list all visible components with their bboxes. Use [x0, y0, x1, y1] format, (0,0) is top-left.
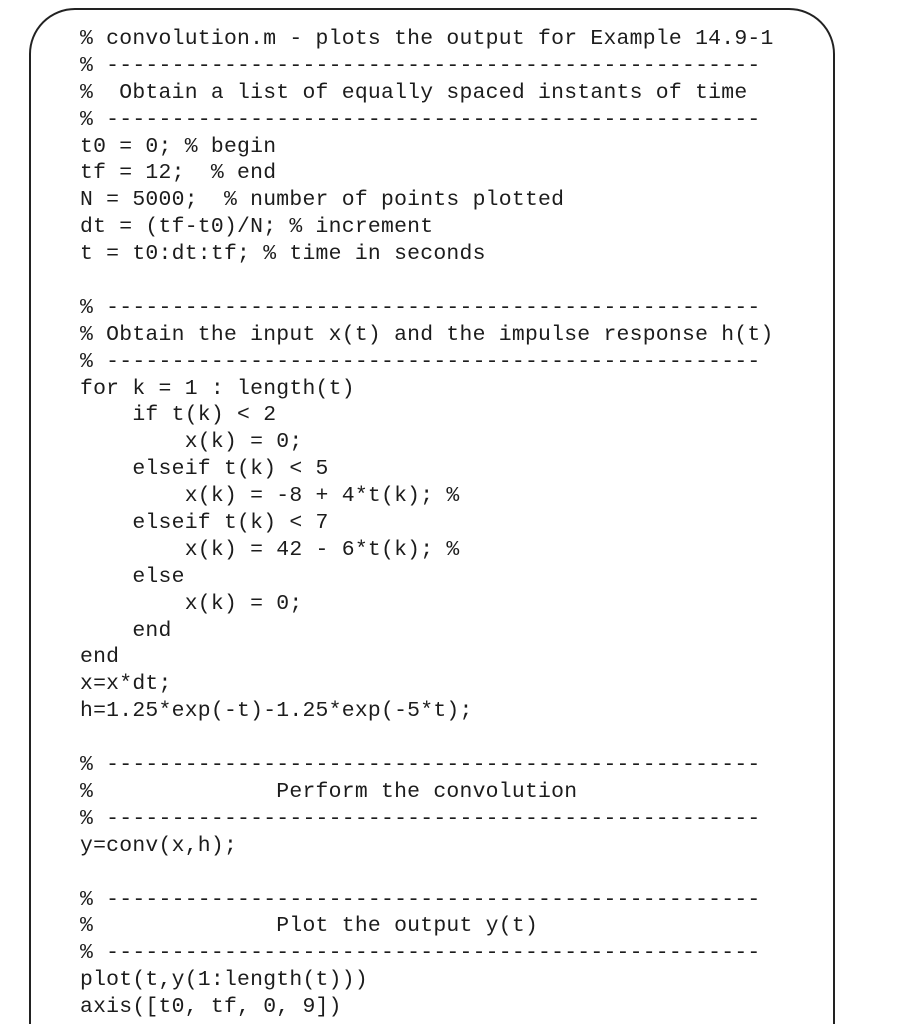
- code-line: axis([t0, tf, 0, 9]): [80, 995, 342, 1020]
- code-line: N = 5000; % number of points plotted: [80, 188, 565, 213]
- code-line: else: [80, 564, 185, 589]
- code-line: % --------------------------------------------------: [80, 349, 761, 374]
- code-line: if t(k) < 2: [80, 403, 277, 428]
- code-line: % --------------------------------------------------: [80, 806, 761, 831]
- code-line: elseif t(k) < 7: [80, 511, 329, 536]
- code-line: % --------------------------------------------------: [80, 887, 761, 912]
- code-line: x(k) = 0;: [80, 430, 303, 455]
- code-line: x(k) = -8 + 4*t(k); %: [80, 484, 460, 509]
- code-line: dt = (tf-t0)/N; % increment: [80, 215, 434, 240]
- code-line: y=conv(x,h);: [80, 833, 238, 858]
- code-line: x(k) = 0;: [80, 591, 303, 616]
- code-line: end: [80, 645, 120, 670]
- code-line: end: [80, 618, 172, 643]
- code-line: % --------------------------------------------------: [80, 295, 761, 320]
- code-line: [80, 268, 774, 295]
- code-line: x=x*dt;: [80, 672, 172, 697]
- code-line: h=1.25*exp(-t)-1.25*exp(-5*t);: [80, 699, 473, 724]
- code-line: % --------------------------------------------------: [80, 107, 761, 132]
- code-line: tf = 12; % end: [80, 161, 277, 186]
- code-line: % Obtain the input x(t) and the impulse response h(t): [80, 322, 774, 347]
- code-line: elseif t(k) < 5: [80, 457, 329, 482]
- code-listing: [80, 26, 774, 1021]
- code-line: % Plot the output y(t): [80, 914, 539, 939]
- code-line: % Perform the convolution: [80, 779, 578, 804]
- code-line: [80, 860, 774, 887]
- code-line: % convolution.m - plots the output for Example 14.9-1: [80, 27, 774, 51]
- code-line: t0 = 0; % begin: [80, 134, 277, 159]
- code-line: x(k) = 42 - 6*t(k); %: [80, 537, 460, 562]
- code-line: t = t0:dt:tf; % time in seconds: [80, 242, 486, 267]
- code-line: % --------------------------------------------------: [80, 941, 761, 966]
- code-line: for k = 1 : length(t): [80, 376, 355, 401]
- code-line: % Obtain a list of equally spaced instants of time: [80, 80, 748, 105]
- code-line: % --------------------------------------------------: [80, 53, 761, 78]
- code-line: [80, 725, 774, 752]
- code-line: % --------------------------------------------------: [80, 753, 761, 778]
- code-line: plot(t,y(1:length(t))): [80, 968, 368, 993]
